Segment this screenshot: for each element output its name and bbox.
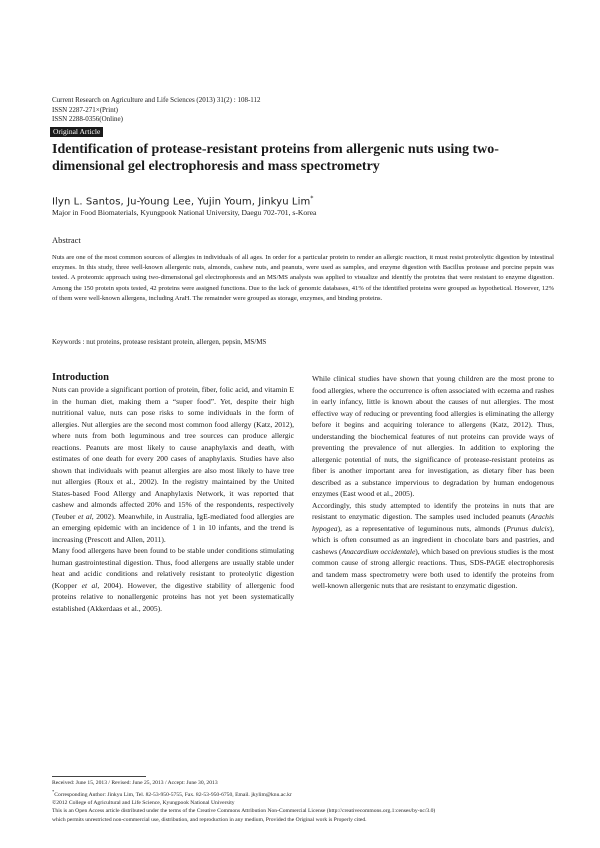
- corresponding-mark: *: [52, 788, 55, 794]
- text-run: ), which is often consumed as an ingredient in chocolate bars and pastries, and cashews (: [312, 523, 555, 556]
- footnote-divider: [52, 776, 146, 777]
- received-dates: Received: June 15, 2013 / Revised: June 25, 2013 / Accept: June 30, 2013: [52, 780, 218, 786]
- paragraph: [312, 500, 554, 592]
- abstract-heading: Abstract: [52, 235, 81, 245]
- corresponding-author: [52, 788, 554, 799]
- body-column-left: [52, 372, 294, 614]
- body-column-right: [312, 373, 554, 592]
- text-run-italic: Anacardium occidentale: [341, 546, 416, 556]
- text-run-italic: Arachis hypogea: [312, 512, 554, 533]
- paragraph: While clinical studies have shown that young children are the most prone to food allergies, where the occurrence is often associated with eczema and rashes in early infancy, little is known about the causes of nut allergies. The most effective way of reducing or preventing food allergies is eliminating the allergy before it begins and acquiring tolerance to allergens (Katz, 2012). Thus, understanding the biochemical features of nut proteins can provide ways of preventing the prevalence of nut allergies. In addition to exploring the allergenic potential of nuts, the significance of protease-resistant proteins as fiber is another important area for investigation, as dietary fiber has been described as a substance impervious to degradation by human endogenous enzymes (East wood et al., 2005).: [312, 374, 554, 498]
- article-type-badge: Original Article: [50, 127, 103, 137]
- introduction-heading: Introduction: [52, 372, 109, 383]
- affiliation: Major in Food Biomaterials, Kyungpook National University, Daegu 702-701, s-Korea: [52, 208, 317, 217]
- text-run-italic: et al,: [81, 580, 100, 590]
- text-run-italic: Prunus dulcis: [506, 523, 550, 533]
- keywords-label: Keywords :: [52, 338, 87, 346]
- footnotes: [52, 779, 554, 824]
- abstract-text: Nuts are one of the most common sources of allergies in individuals of all ages. In order for a particular protein to render an allergic reaction, it must resist proteolytic digestion by intestinal enzymes. In this study, three well-known allergenic nuts, almonds, cashew nuts, and peanuts, were used as samples, and enzyme digestion with Bacillus protease and porcine pepsin was tested. A proteomic approach using two-dimensional gel electrophoresis and an MS/MS analysis was applied to visualize and identify the proteins that were resistant to enzyme digestion. Among the 150 protein spots tested, 42 proteins were assigned functions. Due to the lack of genomic databases, 41% of the identified proteins were grouped as hypothetical. However, 12% of them were well-known allergens, including AraH. The remainder were grouped as storage, enzymes, and binding proteins.: [52, 254, 554, 302]
- license-line-1: This is an Open Access article distributed under the terms of the Creative Commons Attribution Non-Commercial License (http://creativecommons.org.1:censes/by-nc/3.0): [52, 808, 436, 815]
- text-run: ), which based on previous studies is the most common cause of strong allergic reactions. Thus, SDS-PAGE electrophoresis and tandem mass spectrometry were both used to identify the proteins from well-known allergenic nuts that are resistant to enzymatic digestion.: [312, 546, 554, 590]
- corresponding-mark: *: [310, 195, 314, 202]
- text-run: Nuts can provide a significant portion of protein, fiber, folic acid, and vitamin E in the human diet, making them a “super food”. Yet, despite their high nutritional value, nuts can pose risks to some individuals in the form of allergies. Nut allergies are the second most common food allergy (Katz, 2012), where nuts from both leguminous and tree sources can produce allergic reactions. Peanuts are most likely to cause anaphylaxis and death, with estimates of one death for every 200 cases of anaphylaxis. Studies have also shown that individuals with peanut allergies are also most likely to have tree nut allergies (Roux et al., 2002). In the registry maintained by the United States-based Food Allergy and Anaphylaxis Network, it was reported that cashew and almonds affected 20% and 15% of the respondents, respectively (Teuber: [52, 385, 294, 521]
- keywords: [52, 337, 266, 347]
- text-run: Accordingly, this study attempted to identify the proteins in nuts that are resistant to enzymatic digestion. The samples used included peanuts (: [312, 500, 554, 521]
- copyright: ©2012 College of Agricultural and Life Science, Kyungpook National University: [52, 799, 235, 806]
- text-run: ), as a representative of leguminous nuts, almonds (: [337, 523, 507, 533]
- article-title: Identification of protease-resistant proteins from allergenic nuts using two-dimensional gel electrophoresis and mass spectrometry: [52, 142, 499, 174]
- keywords-text: nut proteins, protease resistant protein, allergen, pepsin, MS/MS: [86, 338, 267, 346]
- license-line-2: which permits unrestricted non-commercial use, distribution, and reproduction in any medium, Provided the Original work is Properly cited.: [52, 816, 367, 823]
- text-run: Many food allergens have been found to be stable under conditions stimulating human gastrointestinal digestion. Thus, food allergens are usually stable under heat and acidic conditions and relatively resistant to proteolytic digestion (Kopper: [52, 546, 294, 590]
- corresponding-text: Corresponding Author: Jinkyu Lim, Tel. 82-53-950-5755, Fax. 82-53-950-6750, Email. jkylim@knu.ac.kr: [54, 791, 292, 798]
- author-list: [52, 193, 313, 208]
- text-run-italic: et al,: [77, 511, 94, 521]
- journal-citation: Current Research on Agriculture and Life Sciences (2013) 31(2) : 108-112: [52, 96, 261, 104]
- issn-print: ISSN 2287-271×(Print): [52, 105, 118, 114]
- issn-online: ISSN 2288-0356(Online): [52, 115, 123, 124]
- paragraph: [52, 384, 294, 545]
- journal-header: [52, 96, 261, 125]
- text-run: 2004). However, the digestive stability of allergenic food proteins relative to nonallergenic proteins has not yet been systematically established (Akkerdaas et al., 2005).: [52, 580, 294, 613]
- author-names: Ilyn L. Santos, Ju-Young Lee, Yujin Youm, Jinkyu Lim: [52, 196, 311, 208]
- paragraph: [52, 545, 294, 614]
- text-run: 2002). Meanwhile, in Australia, IgE-mediated food allergies are an emerging epidemic with an incidence of 1 in 10 infants, and the trend is increasing (Prescott and Allen, 2011).: [52, 511, 294, 544]
